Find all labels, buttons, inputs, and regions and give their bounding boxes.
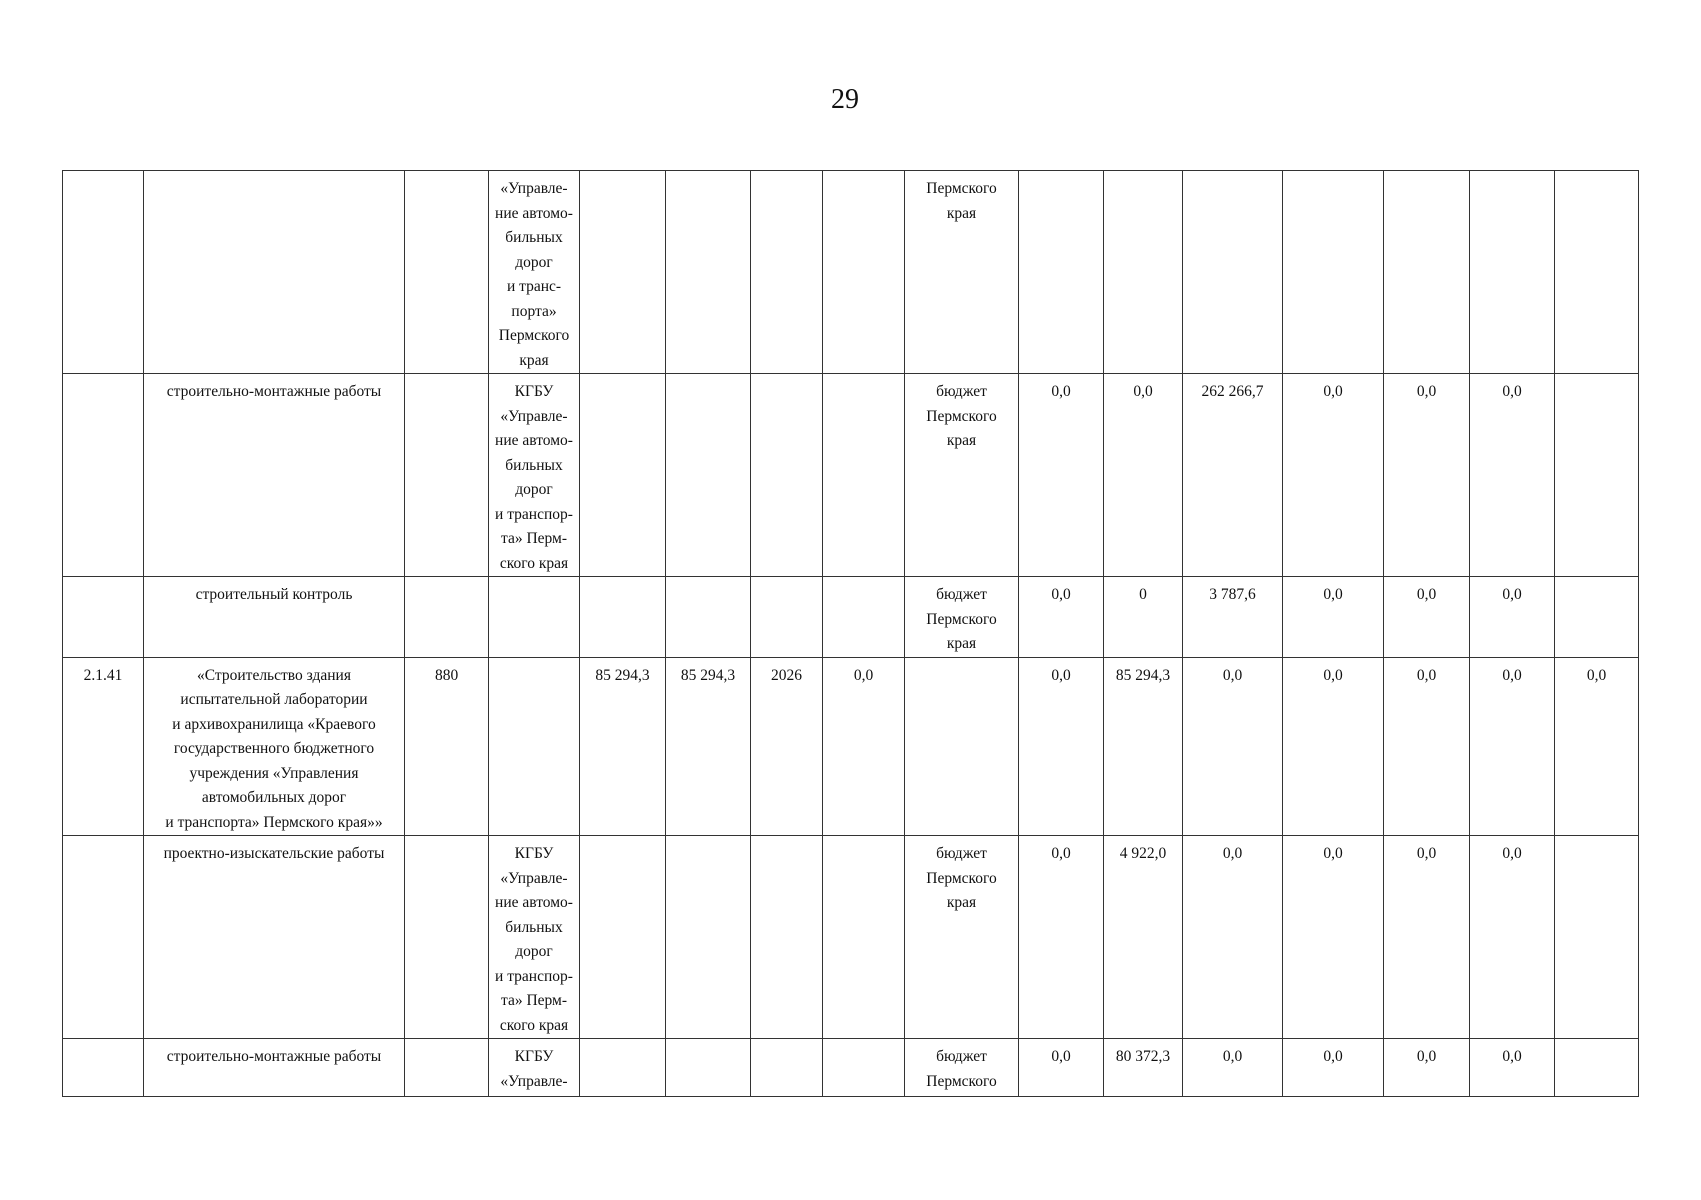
cell-value-5: 0,0 (1384, 577, 1470, 658)
cell-col6 (666, 1039, 751, 1097)
cell-value-1: 0,0 (1019, 1039, 1104, 1097)
cell-number: 2.1.41 (63, 657, 144, 836)
cell-value-1: 0,0 (1019, 836, 1104, 1039)
cell-source: бюджет Пермского края (905, 836, 1019, 1039)
cell-value-4: 0,0 (1283, 577, 1384, 658)
cell-executor (489, 657, 580, 836)
cell-value-5: 0,0 (1384, 657, 1470, 836)
cell-code (405, 836, 489, 1039)
cell-col8 (823, 171, 905, 374)
cell-value-6: 0,0 (1470, 374, 1555, 577)
table-row (63, 374, 1639, 577)
cell-value-2: 85 294,3 (1104, 657, 1183, 836)
cell-value-3: 0,0 (1183, 836, 1283, 1039)
cell-col5 (580, 836, 666, 1039)
cell-executor: КГБУ «Управле- ние автомо- бильных дорог и транспор- та» Перм- ского края (489, 836, 580, 1039)
cell-col5: 85 294,3 (580, 657, 666, 836)
program-table (62, 170, 1639, 1097)
cell-col5 (580, 374, 666, 577)
cell-value-1 (1019, 171, 1104, 374)
cell-col8: 0,0 (823, 657, 905, 836)
cell-col7 (751, 577, 823, 658)
cell-col8 (823, 577, 905, 658)
cell-value-5: 0,0 (1384, 836, 1470, 1039)
cell-value-3: 262 266,7 (1183, 374, 1283, 577)
cell-col6 (666, 374, 751, 577)
table-row (63, 836, 1639, 1039)
cell-name: «Строительство здания испытательной лаборатории и архивохранилища «Краевого государственного бюджетного учреждения «Управления автомобильных дорог и транспорта» Пермского края»» (144, 657, 405, 836)
cell-col7 (751, 836, 823, 1039)
cell-value-6: 0,0 (1470, 1039, 1555, 1097)
cell-number (63, 836, 144, 1039)
cell-source: Пермского края (905, 171, 1019, 374)
cell-col5 (580, 1039, 666, 1097)
cell-value-4: 0,0 (1283, 374, 1384, 577)
cell-source: бюджет Пермского (905, 1039, 1019, 1097)
cell-col5 (580, 577, 666, 658)
cell-number (63, 374, 144, 577)
cell-code (405, 171, 489, 374)
cell-source: бюджет Пермского края (905, 374, 1019, 577)
cell-name: строительно-монтажные работы (144, 374, 405, 577)
cell-value-4 (1283, 171, 1384, 374)
cell-value-2: 80 372,3 (1104, 1039, 1183, 1097)
cell-col6 (666, 836, 751, 1039)
cell-value-5 (1384, 171, 1470, 374)
cell-source (905, 657, 1019, 836)
cell-value-3: 0,0 (1183, 657, 1283, 836)
cell-value-5: 0,0 (1384, 374, 1470, 577)
cell-value-4: 0,0 (1283, 1039, 1384, 1097)
cell-code: 880 (405, 657, 489, 836)
cell-executor (489, 577, 580, 658)
cell-value-7 (1555, 171, 1639, 374)
cell-col7: 2026 (751, 657, 823, 836)
table-row (63, 1039, 1639, 1097)
cell-value-1: 0,0 (1019, 657, 1104, 836)
cell-value-7 (1555, 1039, 1639, 1097)
cell-value-2: 0 (1104, 577, 1183, 658)
cell-executor: КГБУ «Управле- ние автомо- бильных дорог и транспор- та» Перм- ского края (489, 374, 580, 577)
cell-col7 (751, 1039, 823, 1097)
cell-value-4: 0,0 (1283, 657, 1384, 836)
cell-executor: «Управле- ние автомо- бильных дорог и транс- порта» Пермского края (489, 171, 580, 374)
cell-code (405, 374, 489, 577)
cell-value-2: 4 922,0 (1104, 836, 1183, 1039)
page-number: 29 (831, 84, 859, 115)
cell-col7 (751, 171, 823, 374)
cell-code (405, 1039, 489, 1097)
cell-value-7 (1555, 836, 1639, 1039)
cell-name: строительный контроль (144, 577, 405, 658)
cell-executor: КГБУ «Управле- (489, 1039, 580, 1097)
cell-col6 (666, 577, 751, 658)
cell-value-3 (1183, 171, 1283, 374)
cell-col8 (823, 1039, 905, 1097)
cell-col5 (580, 171, 666, 374)
cell-value-3: 0,0 (1183, 1039, 1283, 1097)
cell-value-4: 0,0 (1283, 836, 1384, 1039)
cell-value-2: 0,0 (1104, 374, 1183, 577)
cell-number (63, 1039, 144, 1097)
cell-value-6: 0,0 (1470, 836, 1555, 1039)
cell-value-7 (1555, 577, 1639, 658)
cell-name (144, 171, 405, 374)
cell-code (405, 577, 489, 658)
cell-value-6: 0,0 (1470, 657, 1555, 836)
cell-col8 (823, 374, 905, 577)
table-row (63, 577, 1639, 658)
cell-value-7: 0,0 (1555, 657, 1639, 836)
cell-col6: 85 294,3 (666, 657, 751, 836)
cell-number (63, 577, 144, 658)
table-row (63, 657, 1639, 836)
cell-value-1: 0,0 (1019, 374, 1104, 577)
table-row (63, 171, 1639, 374)
cell-value-1: 0,0 (1019, 577, 1104, 658)
cell-col8 (823, 836, 905, 1039)
cell-value-7 (1555, 374, 1639, 577)
cell-value-5: 0,0 (1384, 1039, 1470, 1097)
cell-value-6 (1470, 171, 1555, 374)
cell-col7 (751, 374, 823, 577)
cell-name: проектно-изыскательские работы (144, 836, 405, 1039)
cell-value-2 (1104, 171, 1183, 374)
cell-value-6: 0,0 (1470, 577, 1555, 658)
cell-col6 (666, 171, 751, 374)
cell-number (63, 171, 144, 374)
cell-name: строительно-монтажные работы (144, 1039, 405, 1097)
cell-source: бюджет Пермского края (905, 577, 1019, 658)
cell-value-3: 3 787,6 (1183, 577, 1283, 658)
